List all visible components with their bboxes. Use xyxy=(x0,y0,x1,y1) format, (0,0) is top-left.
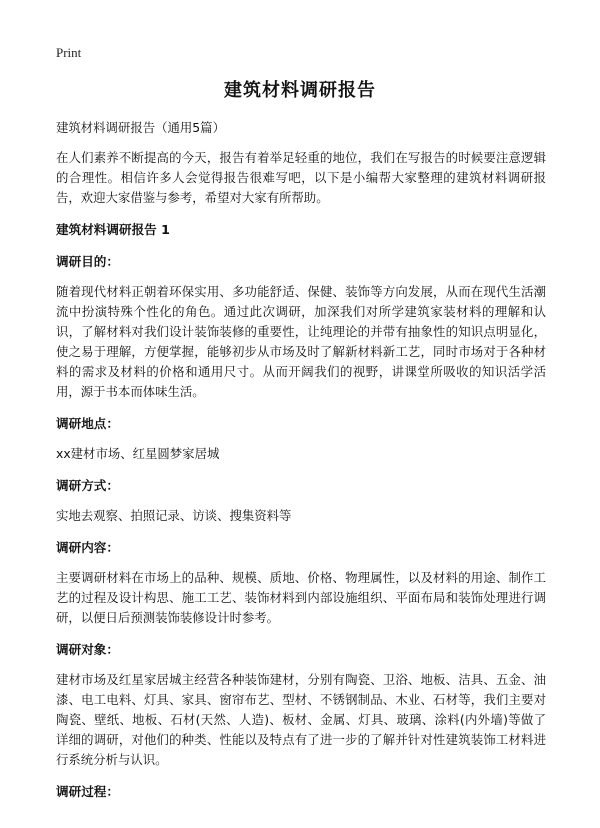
section-label: 调研目的： xyxy=(56,254,119,269)
report-heading: 建筑材料调研报告 1 xyxy=(56,222,170,237)
section-location xyxy=(56,414,546,464)
print-link[interactable]: Print xyxy=(56,45,82,60)
section-label: 调研内容： xyxy=(56,540,119,555)
document-subtitle: 建筑材料调研报告（通用5篇） xyxy=(56,120,225,135)
section-label: 调研对象： xyxy=(56,642,119,657)
section-body: 主要调研材料在市场上的品种、规模、质地、价格、物理属性，以及材料的用途、制作工艺的过程及设计构思、施工工艺、装饰材料到内部设施组织、平面布局和装饰处理进行调研，以便日后预测装饰装修设计时参考。 xyxy=(56,570,546,625)
section-label: 调研过程： xyxy=(56,784,119,799)
section-content xyxy=(56,538,546,628)
section-purpose xyxy=(56,252,546,402)
section-object xyxy=(56,640,546,770)
section-body: 实地去观察、拍照记录、访谈、搜集资料等 xyxy=(56,508,292,523)
intro-paragraph: 在人们素养不断提高的今天，报告有着举足轻重的地位，我们在写报告的时候要注意逻辑的合理性。相信许多人会觉得报告很难写吧，以下是小编帮大家整理的建筑材料调研报告，欢迎大家借鉴与参考，希望对大家有所帮助。 xyxy=(56,150,546,205)
section-method xyxy=(56,476,546,526)
section-label: 调研地点： xyxy=(56,416,119,431)
section-label: 调研方式： xyxy=(56,478,119,493)
section-process xyxy=(56,782,546,802)
section-body: 建材市场及红星家居城主经营各种装饰建材，分别有陶瓷、卫浴、地板、洁具、五金、油漆、电工电料、灯具、家具、窗帘布艺、型材、不锈钢制品、木业、石材等，我们主要对陶瓷、壁纸、地板、石材(天然、人造)、板材、金属、灯具、玻璃、涂料(内外墙)等做了详细的调研，对他们的种类、性能以及特点有了进一步的了解并针对性建筑装饰工材料进行系统分析与认识。 xyxy=(56,672,546,767)
document-body xyxy=(56,118,546,814)
section-body: xx建材市场、红星圆梦家居城 xyxy=(56,446,220,461)
page-title: 建筑材料调研报告 xyxy=(224,80,376,101)
section-body: 随着现代材料正朝着环保实用、多功能舒适、保健、装饰等方向发展，从而在现代生活潮流中扮演特殊个性化的角色。通过此次调研，加深我们对所学建筑家装材料的理解和认识，了解材料对我们设计装饰装修的重要性，让纯理论的并带有抽象性的知识点明显化，使之易于理解，方便掌握，能够初步从市场及时了解新材料新工艺，同时市场对于各种材料的需求及材料的价格和通用尺寸。从而开阔我们的视野，讲课堂所吸收的知识活学活用，源于书本而体味生活。 xyxy=(56,284,546,399)
